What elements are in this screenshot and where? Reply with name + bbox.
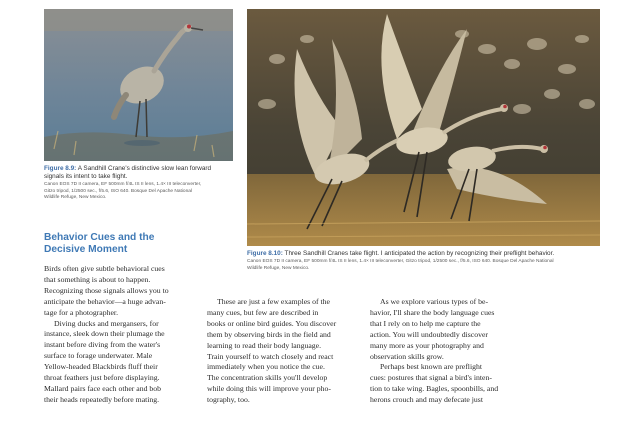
text-line: them by observing birds in the field and	[207, 329, 331, 339]
text-line: tion to take wing. Bagles, spoonbills, and	[370, 384, 499, 394]
text-line: Mallard pairs face each other and bob	[44, 383, 162, 393]
figure-8-9-meta	[44, 182, 239, 202]
section-heading-line: Behavior Cues and the	[44, 232, 155, 243]
text-line: herons crouch and may defecate just	[370, 395, 483, 405]
figure-8-10-caption	[247, 250, 607, 272]
text-line: These are just a few examples of the	[217, 297, 330, 306]
text-line: tography, too.	[207, 395, 250, 405]
body-column-3	[370, 297, 535, 406]
figure-8-10-meta	[247, 259, 607, 272]
figure-8-9-photo	[44, 9, 233, 161]
text-line: instant before diving from the water's	[44, 340, 161, 350]
section-heading	[44, 232, 204, 255]
figure-8-10-meta-line: Canon EOS 7D II camera, EF 500mm f/4L IS II lens, 1.4× III teleconverter, Gitzo tripod, 1/2500 sec., f/5.6, ISO 640. Bosque Del Apache National	[247, 259, 554, 264]
paragraph	[370, 297, 535, 362]
text-line: that something is about to happen.	[44, 274, 151, 284]
text-line: Diving ducks and mergansers, for	[54, 318, 159, 328]
figure-8-10-photo	[247, 9, 600, 246]
text-line: many cues, but few are described in	[207, 307, 319, 317]
paragraph	[44, 319, 209, 406]
section-heading-line: Decisive Moment	[44, 243, 128, 255]
text-line: learning to read their body language.	[207, 340, 322, 350]
text-line: anticipate the behavior—a huge advan-	[44, 296, 166, 306]
text-line: their heads repeatedly before mating.	[44, 394, 160, 404]
paragraph	[44, 264, 209, 319]
text-line: that I rely on to help me capture the	[370, 318, 481, 328]
figure-8-9-label: Figure 8.9:	[44, 165, 77, 172]
text-line: while doing this will improve your pho-	[207, 384, 331, 394]
text-line: Recognizing those signals allows you to	[44, 285, 169, 295]
figure-8-9-meta-line: Wildlife Refuge, New Mexico.	[44, 195, 107, 200]
text-line: havior, I'll share the body language cues	[370, 307, 495, 317]
text-line: Train yourself to watch closely and react	[207, 351, 334, 361]
text-line: tage for a photographer.	[44, 307, 119, 317]
text-line: immediately when you notice the cue.	[207, 362, 325, 372]
text-line: The concentration skills you'll develop	[207, 373, 328, 383]
text-line: books or online bird guides. You discover	[207, 318, 337, 328]
figure-8-9-caption-line: A Sandhill Crane's distinctive slow lean forward	[76, 165, 212, 172]
text-line: surface to forage underwater. Male	[44, 351, 153, 361]
figure-8-10-label: Figure 8.10:	[247, 250, 283, 257]
text-line: Yellow-headed Blackbirds fluff their	[44, 362, 158, 372]
figure-8-10-meta-line: Wildlife Refuge, New Mexico.	[247, 265, 310, 271]
text-line: cues: postures that signal a bird's inten-	[370, 373, 492, 383]
figure-8-9-meta-line: Canon EOS 7D II camera, EF 500mm f/4L IS II lens, 1.4× III teleconverter,	[44, 182, 202, 187]
paragraph	[370, 362, 535, 406]
paragraph	[207, 297, 372, 406]
text-line: observation skills grow.	[370, 351, 444, 361]
text-line: Birds often give subtle behavioral cues	[44, 264, 165, 273]
text-line: many more as your photography and	[370, 340, 484, 350]
figure-8-9-caption-line: signals its intent to take flight.	[44, 173, 128, 180]
text-line: As we explore various types of be-	[380, 297, 489, 306]
figure-8-9-meta-line: Gitzo tripod, 1/2500 sec., f/5.6, ISO 640. Bosque Del Apache National	[44, 188, 192, 194]
body-column-2	[207, 297, 372, 406]
body-column-1	[44, 264, 209, 406]
figure-8-9-caption	[44, 165, 239, 202]
text-line: throat feathers just before displaying.	[44, 373, 160, 383]
figure-8-10-caption-text: Three Sandhill Cranes take flight. I anticipated the action by recognizing their preflight behavior.	[282, 250, 555, 257]
text-line: action. You will undoubtedly discover	[370, 329, 488, 339]
text-line: Perhaps best known are preflight	[380, 362, 483, 372]
text-line: instance, sleek down their plumage the	[44, 329, 165, 339]
